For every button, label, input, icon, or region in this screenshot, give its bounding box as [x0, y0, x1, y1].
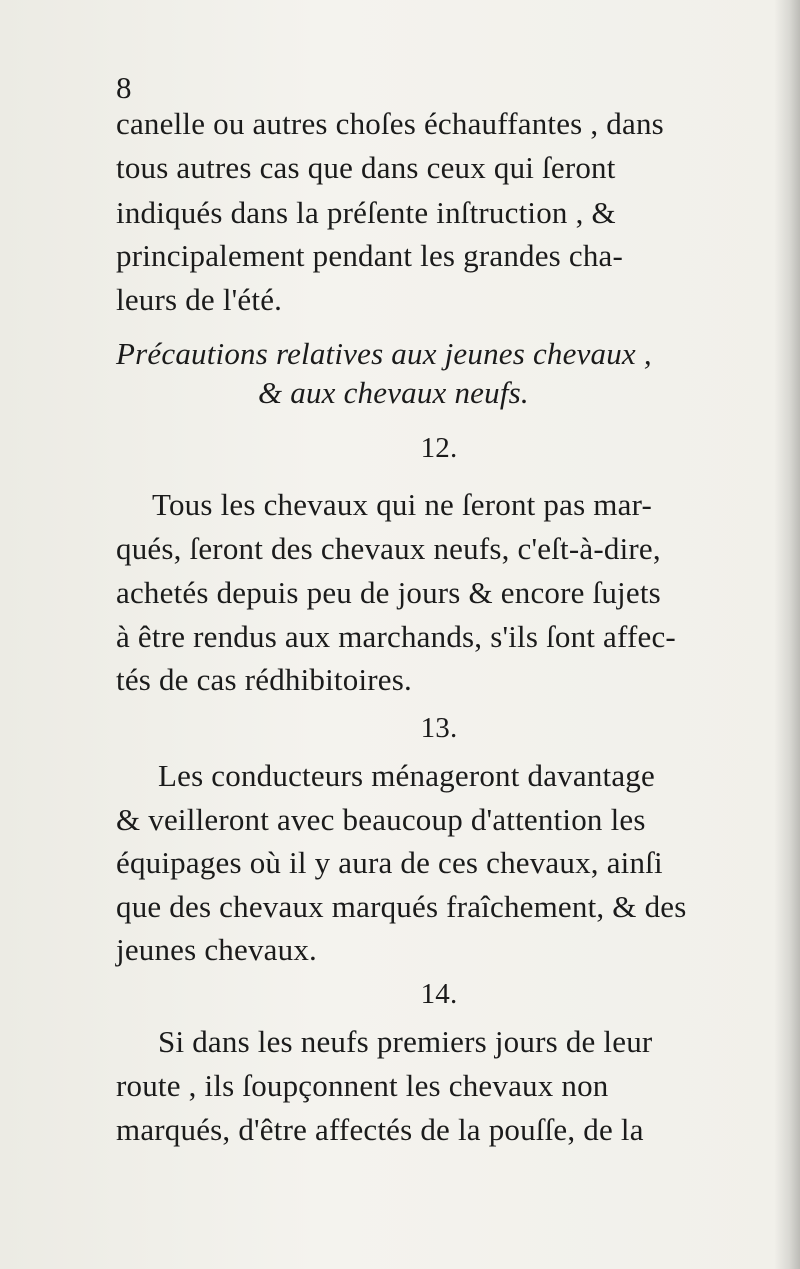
section-heading: Précautions relatives aux jeunes chevaux ,: [116, 336, 652, 371]
text-line: indiqués dans la préſente inſtruction , &: [116, 195, 616, 230]
text-line: Si dans les neufs premiers jours de leur: [158, 1024, 653, 1059]
page-number: 8: [116, 70, 132, 105]
section-number: 12.: [420, 432, 458, 464]
text-line: tés de cas rédhibitoires.: [116, 662, 412, 697]
text-line: que des chevaux marqués fraîchement, & des: [116, 889, 687, 924]
text-line: jeunes chevaux.: [116, 932, 317, 967]
text-line: à être rendus aux marchands, s'ils ſont affec-: [116, 619, 676, 654]
text-line: équipages où il y aura de ces chevaux, ainſi: [116, 845, 663, 880]
text-line: Les conducteurs ménageront davantage: [158, 758, 655, 793]
text-line: tous autres cas que dans ceux qui ſeront: [116, 150, 616, 185]
text-line: leurs de l'été.: [116, 282, 283, 317]
text-line: marqués, d'être affectés de la pouſſe, de la: [116, 1112, 644, 1147]
text-line: achetés depuis peu de jours & encore ſujets: [116, 575, 661, 610]
page-edge-shadow: [774, 0, 800, 1269]
text-line: qués, ſeront des chevaux neufs, c'eſt-à-dire,: [116, 531, 661, 566]
text-line: Tous les chevaux qui ne ſeront pas mar-: [152, 487, 653, 522]
section-heading: & aux chevaux neufs.: [258, 375, 529, 410]
text-line: canelle ou autres choſes échauffantes , dans: [116, 106, 664, 141]
text-line: principalement pendant les grandes cha-: [116, 238, 624, 273]
section-number: 14.: [420, 978, 458, 1010]
text-line: & veilleront avec beaucoup d'attention les: [116, 802, 646, 837]
text-line: route , ils ſoupçonnent les chevaux non: [116, 1068, 609, 1103]
section-number: 13.: [420, 712, 458, 744]
